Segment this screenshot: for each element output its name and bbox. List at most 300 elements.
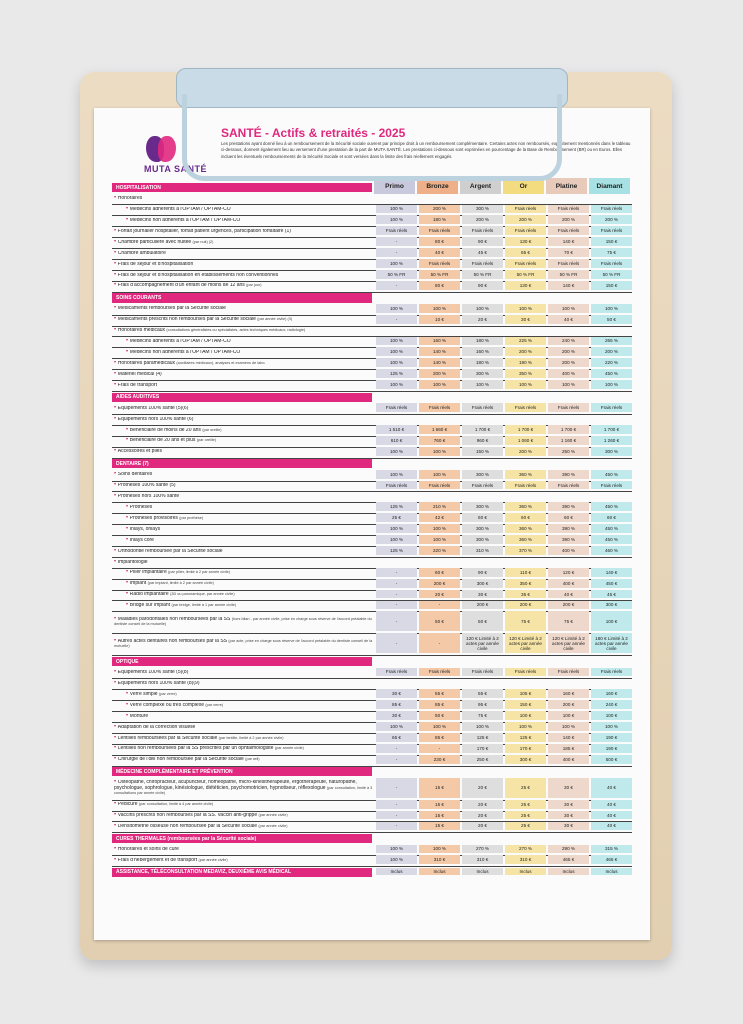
row-label: Verre simple (129, 691, 159, 697)
cell-bronze: 60 € (419, 568, 460, 577)
row-label: Frais de séjour et d'hospitalisation (117, 261, 194, 267)
cell-primo: 100 % (376, 304, 417, 313)
cell-primo: 100 % (376, 259, 417, 268)
cell-platine: Frais réels (548, 226, 589, 235)
cell-bronze: 50 € (419, 611, 460, 631)
cell-argent: 200 % (462, 215, 503, 224)
row-note: (par année civile) (258, 824, 288, 829)
cell-or: 190 % (505, 358, 546, 367)
table-row: • Bénéficiaire de 20 ans et plus (par oreille) 610 € 760 € 960 € 1 060 € 1 160 € 1 260 € (112, 436, 632, 448)
section-header: ASSISTANCE, TÉLÉCONSULTATION MEDAVIZ, DEUXIÈME AVIS MÉDICAL (112, 868, 372, 877)
cell-diamant: 150 € (591, 237, 632, 246)
table-row: • Frais d'accompagnement d'un enfant de moins de 12 ans (par jour) - 80 € 90 € 130 € 140 € 150 € (112, 281, 632, 293)
cell-primo (376, 194, 417, 203)
row-label: Médecins adhérents à l'OPTAM / OPTAM-CO (129, 339, 231, 345)
cell-bronze (419, 492, 460, 501)
cell-or: 225 % (505, 337, 546, 346)
cell-or: 100 % (505, 722, 546, 731)
cell-bronze (419, 557, 460, 566)
cell-argent: 90 € (462, 568, 503, 577)
cell-or: 100 % (505, 380, 546, 389)
cell-platine: 200 % (548, 215, 589, 224)
cell-platine: 185 € (548, 744, 589, 753)
cell-platine: 30 € (548, 778, 589, 798)
section-header: SOINS COURANTS (112, 293, 372, 302)
cell-argent: 180 % (462, 337, 503, 346)
cell-argent: 20 € (462, 778, 503, 798)
row-note: (par bridge, limité à 1 par année civile) (171, 603, 237, 608)
row-label: Bénéficiaire de 20 ans et plus (129, 438, 197, 444)
table-row: • Maladies parodontales non remboursées par la SS (hors bilan - par année civile, prise en charge sous réserve de l'accord préalable du dentiste conseil de la mutuelle) - 50 € 50 € 75 € 75 € 100 € (112, 611, 632, 634)
cell-argent: 55 € (462, 689, 503, 698)
cell-diamant: 200 % (591, 215, 632, 224)
row-note: (hors bilan - par année civile, prise en charge sous réserve de l'accord préalable du dentiste conseil de la mutuelle) (114, 616, 372, 627)
cell-or (505, 678, 546, 687)
cell-or: 350 € (505, 579, 546, 588)
cell-diamant: 100 % (591, 380, 632, 389)
cell-platine: 390 % (548, 502, 589, 511)
cell-primo: - (376, 579, 417, 588)
cell-or: 200 € (505, 601, 546, 610)
cell-primo: - (376, 568, 417, 577)
row-note: (par jour) (246, 283, 262, 288)
cell-bronze (419, 414, 460, 423)
cell-primo: 100 % (376, 535, 417, 544)
row-note: (par verre) (158, 691, 177, 696)
row-note: (par consultation, limité à 4 par année civile) (138, 802, 214, 807)
cell-diamant: Frais réels (591, 205, 632, 214)
cell-diamant: 240 € (591, 700, 632, 709)
logo-text: MUTA SANTÉ (144, 164, 207, 174)
cell-or: 110 € (505, 568, 546, 577)
cell-argent: 75 € (462, 711, 503, 720)
cell-platine: 250 % (548, 447, 589, 456)
cell-or: 120 € Limité à 2 actes par année civile (505, 633, 546, 653)
cell-diamant: 190 € (591, 744, 632, 753)
table-row: • Pilier implantaire (par pilier, limité à 2 par année civile) - 60 € 90 € 110 € 120 € 140 € (112, 568, 632, 580)
table-row: • Médecins adhérents à l'OPTAM / OPTAM-CO 100 % 200 % 300 % Frais réels Frais réels Frais réels (112, 205, 632, 217)
cell-primo: Inclus (376, 868, 417, 875)
cell-argent: 20 € (462, 800, 503, 809)
row-note: (3D ou panoramique, par année civile) (170, 592, 235, 597)
table-row: • Equipements hors 100% santé (6) (112, 414, 632, 426)
cell-argent: 300 % (462, 502, 503, 511)
cell-or: 270 % (505, 845, 546, 854)
cell-or (505, 414, 546, 423)
row-label: Chambre particulière avec nuitée (117, 239, 193, 245)
cell-platine: 200 € (548, 700, 589, 709)
section-header: OPTIQUE (112, 657, 372, 666)
cell-argent: 160 % (462, 347, 503, 356)
table-row: • Honoraires paramédicaux (auxiliaires médicaux), analyses et examens de labo. 100 % 140 % 180 % 190 % 200 % 220 % (112, 358, 632, 370)
row-label: Frais de séjour et d'hospitalisation en établissements non conventionnés (117, 272, 279, 278)
cell-argent: 100 % (462, 722, 503, 731)
cell-platine: 390 % (548, 524, 589, 533)
table-row: • Soins dentaires 100 % 100 % 300 % 360 % 390 % 450 % (112, 470, 632, 482)
table-row: • Prothèses 125 % 210 % 300 % 360 % 390 % 450 % (112, 502, 632, 514)
cell-diamant: 150 € (591, 281, 632, 290)
table-row: • Lentilles non remboursées par la SS prescrites par un ophtalmologiste (par année civile) - - 170 € 170 € 185 € 190 € (112, 744, 632, 756)
cell-primo (376, 557, 417, 566)
logo-mark-icon (146, 136, 182, 164)
row-label: Forfait journalier hospitalier, forfait patient urgences, participation forfaitaire (1) (117, 228, 291, 234)
cell-or (505, 492, 546, 501)
cell-primo: 100 % (376, 447, 417, 456)
cell-primo: 125 % (376, 369, 417, 378)
cell-primo: 125 % (376, 502, 417, 511)
cell-diamant: 465 € (591, 855, 632, 864)
table-row: • Vaccins prescrits non remboursés par la SS. Vaccin anti-grippe (par année civile) - 15 € 20 € 25 € 30 € 40 € (112, 811, 632, 823)
cell-diamant: Frais réels (591, 481, 632, 490)
row-note: (par nuit) (2) (192, 239, 214, 244)
row-label: Lentilles non remboursées par la SS prescrites par un ophtalmologiste (117, 746, 275, 752)
row-label: Inlays core (129, 537, 154, 543)
cell-bronze: 220 % (419, 546, 460, 555)
cell-platine: 390 % (548, 535, 589, 544)
row-note: (par acte, prise en charge sous réserve de l'accord préalable du dentiste conseil de la mutuelle) (114, 638, 373, 649)
cell-diamant: 160 € (591, 689, 632, 698)
cell-bronze: 85 € (419, 700, 460, 709)
row-label: Prothèses 100% santé (5) (117, 483, 176, 489)
column-header-primo: Primo (374, 178, 415, 194)
cell-platine: 400 % (548, 546, 589, 555)
cell-bronze: 200 % (419, 369, 460, 378)
cell-argent: 45 € (462, 248, 503, 257)
row-note: (par œil) (245, 757, 260, 762)
table-row: • Autres actes dentaires non remboursés par la SS (par acte, prise en charge sous réserve de l'accord préalable du dentiste conseil de la mutuelle) - - 120 € Limité à 2 actes par année civile 120 € Limité à 2 actes par année civile 120 € Limité à 2 actes par année civile 180 € Limité à 2 actes par année civile (112, 633, 632, 656)
column-header-diamant: Diamant (589, 178, 630, 194)
cell-primo: - (376, 590, 417, 599)
cell-or: 100 € (505, 711, 546, 720)
section-header: DENTAIRE (7) (112, 459, 372, 468)
cell-platine: 1 160 € (548, 436, 589, 445)
cell-platine: 200 € (548, 601, 589, 610)
cell-bronze: - (419, 601, 460, 610)
cell-or: 200 % (505, 447, 546, 456)
cell-platine: 465 € (548, 855, 589, 864)
cell-bronze: 100 % (419, 380, 460, 389)
cell-primo: - (376, 755, 417, 764)
cell-platine: 400 € (548, 579, 589, 588)
row-label: Prothèses provisoires (129, 515, 180, 521)
row-label: Verre complexe ou très complexe (129, 702, 206, 708)
row-label: Radio implantaire (129, 592, 171, 598)
row-label: Pilier implantaire (129, 570, 169, 576)
cell-diamant: Inclus (591, 868, 632, 875)
cell-platine: 60 € (548, 513, 589, 522)
cell-diamant (591, 557, 632, 566)
row-note: (par consultation, limité à 3 consultations par année civile) (114, 785, 373, 796)
table-row: • Equipements hors 100% santé (8)(9) (112, 678, 632, 690)
row-label: Médecins adhérents à l'OPTAM / OPTAM-CO (129, 207, 231, 213)
logo (110, 136, 207, 174)
row-label: Pédicure (117, 802, 139, 808)
cell-platine: 290 % (548, 845, 589, 854)
cell-bronze: 310 € (419, 855, 460, 864)
row-label: Accessoires et piles (117, 449, 162, 455)
cell-primo (376, 414, 417, 423)
cell-bronze: 140 % (419, 347, 460, 356)
cell-platine (548, 678, 589, 687)
cell-platine (548, 492, 589, 501)
section-header: HOSPITALISATION (112, 183, 372, 192)
cell-or: 370 % (505, 546, 546, 555)
table-row: • Prothèses hors 100% santé (112, 492, 632, 504)
section-header: CURES THERMALES (remboursées par la Sécurité sociale) (112, 834, 372, 843)
cell-diamant (591, 678, 632, 687)
cell-or: 360 % (505, 524, 546, 533)
row-label: Adaptation de la correction visuelle (117, 724, 196, 730)
cell-primo: - (376, 315, 417, 324)
cell-argent: 1 700 € (462, 425, 503, 434)
cell-or: Inclus (505, 868, 546, 875)
cell-primo (376, 678, 417, 687)
cell-bronze: 100 % (419, 845, 460, 854)
cell-bronze (419, 326, 460, 335)
table-row: • Ostéopathe, chiropracteur, acupuncteur, homéopathe, micro-kinésithérapeute, ergothérapeute, naturopathe, psychologue, sophrologue, kinésiologue, diététicien, psychomotricien, hypnotiseur, réflexologue (par consultation, limité à 3 consultations par année civile) - 15 € 20 € 25 € 30 € 40 € (112, 778, 632, 801)
cell-platine: 100 % (548, 380, 589, 389)
table-row: • Honoraires médicaux (consultations généralistes ou spécialistes, actes techniques médicaux, radiologie) (112, 326, 632, 338)
cell-platine: Frais réels (548, 403, 589, 412)
cell-argent: 300 % (462, 535, 503, 544)
cell-platine: 140 € (548, 733, 589, 742)
row-label: Médecins non adhérents à l'OPTAM / OPTAM-CO (129, 350, 241, 356)
price-sheet (94, 108, 650, 940)
cell-bronze: - (419, 633, 460, 653)
table-row: • Honoraires (112, 194, 632, 206)
cell-bronze: 15 € (419, 811, 460, 820)
table-row: • Médecins non adhérents à l'OPTAM / OPTAM-CO 100 % 180 % 200 % 200 % 200 % 200 % (112, 215, 632, 227)
cell-argent: 20 € (462, 315, 503, 324)
table-row: • Médecins non adhérents à l'OPTAM / OPTAM-CO 100 % 140 % 160 % 200 % 200 % 200 % (112, 347, 632, 359)
cell-platine: 1 700 € (548, 425, 589, 434)
row-label: Equipements hors 100% santé (8)(9) (117, 681, 200, 687)
table-row: • Lentilles remboursées par la Sécurité sociale (par lentille, limité à 2 par année civile) 65 € 85 € 125 € 125 € 140 € 190 € (112, 733, 632, 745)
cell-diamant: 50 € (591, 315, 632, 324)
cell-platine (548, 194, 589, 203)
cell-bronze: 100 % (419, 470, 460, 479)
cell-diamant: 190 € (591, 733, 632, 742)
cell-diamant: 450 % (591, 535, 632, 544)
cell-or: Frais réels (505, 205, 546, 214)
table-row: • Médecins adhérents à l'OPTAM / OPTAM-CO 100 % 160 % 180 % 225 % 240 % 265 % (112, 337, 632, 349)
cell-bronze: 10 € (419, 315, 460, 324)
cell-or: 60 € (505, 513, 546, 522)
cell-diamant: Frais réels (591, 668, 632, 677)
table-row: • Frais de séjour et d'hospitalisation 100 % Frais réels Frais réels Frais réels Frais réels Frais réels (112, 259, 632, 271)
cell-argent: 20 € (462, 811, 503, 820)
cell-argent (462, 678, 503, 687)
row-label: Médecins non adhérents à l'OPTAM / OPTAM-CO (129, 218, 241, 224)
cell-or: 125 € (505, 733, 546, 742)
cell-bronze: Inclus (419, 868, 460, 875)
cell-bronze: 180 % (419, 215, 460, 224)
cell-bronze: 55 € (419, 689, 460, 698)
cell-bronze: 40 € (419, 248, 460, 257)
cell-diamant: 460 % (591, 546, 632, 555)
cell-argent: 125 € (462, 733, 503, 742)
cell-or: 200 % (505, 347, 546, 356)
cell-platine: Frais réels (548, 259, 589, 268)
cell-or: 360 % (505, 535, 546, 544)
cell-argent: 95 € (462, 700, 503, 709)
cell-argent (462, 414, 503, 423)
cell-or: Frais réels (505, 481, 546, 490)
cell-bronze: 1 660 € (419, 425, 460, 434)
cell-platine: 200 % (548, 358, 589, 367)
cell-argent: Frais réels (462, 668, 503, 677)
cell-primo: - (376, 237, 417, 246)
cell-argent: 300 % (462, 205, 503, 214)
cell-argent: 30 € (462, 590, 503, 599)
table-row: • Frais de transport 100 % 100 % 100 % 100 % 100 % 100 % (112, 380, 632, 392)
table-row: • Prothèses provisoires (par prothèse) 25 € 42 € 60 € 60 € 60 € 60 € (112, 513, 632, 525)
cell-primo (376, 492, 417, 501)
cell-diamant: 220 % (591, 358, 632, 367)
cell-or: 25 € (505, 778, 546, 798)
cell-platine: Frais réels (548, 481, 589, 490)
table-row: • Frais d'hébergement et de transport (par année civile) 100 % 310 € 310 € 310 € 465 € 465 € (112, 855, 632, 867)
row-label: Honoraires paramédicaux (117, 360, 177, 366)
cell-primo (376, 326, 417, 335)
table-row: • Accessoires et piles 100 % 100 % 150 % 200 % 250 % 300 % (112, 447, 632, 459)
cell-or: 200 % (505, 215, 546, 224)
cell-primo: Frais réels (376, 226, 417, 235)
row-note: (par année civile) (274, 746, 304, 751)
row-label: Matériel médical (4) (117, 371, 162, 377)
cell-primo: 50 % FR (376, 270, 417, 279)
cell-primo: - (376, 800, 417, 809)
cell-or: Frais réels (505, 403, 546, 412)
cell-platine: 75 € (548, 611, 589, 631)
cell-primo: - (376, 811, 417, 820)
column-header-argent: Argent (460, 178, 501, 194)
cell-or: 30 € (505, 315, 546, 324)
row-label: Vaccins prescrits non remboursés par la SS. Vaccin anti-grippe (117, 813, 259, 819)
cell-primo: Frais réels (376, 403, 417, 412)
row-label: Bénéficiaire de moins de 20 ans (129, 427, 203, 433)
table-row: • Adaptation de la correction visuelle 100 % 100 % 100 % 100 % 100 % 100 % (112, 722, 632, 734)
cell-diamant: 100 € (591, 711, 632, 720)
cell-bronze: 100 % (419, 524, 460, 533)
cell-bronze: - (419, 744, 460, 753)
cell-platine: 100 € (548, 711, 589, 720)
cell-bronze: 42 € (419, 513, 460, 522)
table-row: • Forfait journalier hospitalier, forfait patient urgences, participation forfaitaire (1) Frais réels Frais réels Frais réels Frais réels Frais réels Frais réels (112, 226, 632, 238)
cell-platine: 400 % (548, 369, 589, 378)
cell-or (505, 557, 546, 566)
cell-argent (462, 492, 503, 501)
cell-bronze: 100 % (419, 304, 460, 313)
cell-diamant: 1 260 € (591, 436, 632, 445)
cell-diamant: 450 € (591, 579, 632, 588)
row-label: Ostéopathe, chiropracteur, acupuncteur, homéopathe, micro-kinésithérapeute, ergothérapeute, naturopathe, psychologue, sophrologue, kinésiologue, diététicien, psychomotricien, hypnotiseur, réflexologue (114, 780, 357, 791)
cell-primo: 100 % (376, 722, 417, 731)
row-label: Implant (129, 581, 148, 587)
cell-argent: 20 € (462, 822, 503, 831)
row-label: Equipements 100% santé (5)(6) (117, 405, 189, 411)
cell-primo: - (376, 601, 417, 610)
table-row: • Equipements 100% santé (5)(6) Frais réels Frais réels Frais réels Frais réels Frais réels Frais réels (112, 403, 632, 415)
row-label: Médicaments prescrits non remboursés par la Sécurité sociale (117, 317, 258, 323)
table-row: • Inlays core 100 % 100 % 300 % 360 % 390 % 450 % (112, 535, 632, 547)
row-label: Frais de transport (117, 382, 157, 388)
cell-bronze: 210 % (419, 502, 460, 511)
row-label: Orthodontie remboursée par la Sécurité sociale (117, 548, 223, 554)
table-row: • Verre complexe ou très complexe (par verre) 85 € 85 € 95 € 150 € 200 € 240 € (112, 700, 632, 712)
row-label: Maladies parodontales non remboursées par la SS (117, 616, 232, 622)
cell-primo: 100 % (376, 524, 417, 533)
cell-diamant: 140 € (591, 568, 632, 577)
cell-bronze: Frais réels (419, 481, 460, 490)
cell-argent: 150 % (462, 447, 503, 456)
cell-bronze: Frais réels (419, 403, 460, 412)
cell-diamant: 265 % (591, 337, 632, 346)
cell-bronze: 50 € (419, 711, 460, 720)
row-label: Equipements 100% santé (5)(8) (117, 670, 189, 676)
cell-argent: Frais réels (462, 403, 503, 412)
row-label: Médicaments remboursés par la Sécurité sociale (117, 306, 226, 312)
cell-bronze: 160 % (419, 337, 460, 346)
cell-platine: 390 % (548, 470, 589, 479)
cell-primo: Frais réels (376, 668, 417, 677)
cell-bronze: 80 € (419, 281, 460, 290)
cell-or (505, 326, 546, 335)
cell-argent (462, 557, 503, 566)
cell-primo: 100 % (376, 358, 417, 367)
table-row: • Chambre particulière avec nuitée (par nuit) (2) - 80 € 90 € 130 € 140 € 150 € (112, 237, 632, 249)
cell-argent: 270 % (462, 845, 503, 854)
cell-or: 300 € (505, 755, 546, 764)
cell-platine: 30 € (548, 822, 589, 831)
cell-argent (462, 194, 503, 203)
cell-platine: 100 % (548, 304, 589, 313)
cell-or: 25 € (505, 822, 546, 831)
cell-argent: 250 € (462, 755, 503, 764)
cell-argent: 90 € (462, 237, 503, 246)
cell-or: 1 700 € (505, 425, 546, 434)
cell-or: 100 % (505, 304, 546, 313)
cell-argent: 180 % (462, 358, 503, 367)
cell-or: 75 € (505, 611, 546, 631)
cell-or: 105 € (505, 689, 546, 698)
table-row: • Chirurgie de l'œil non remboursée par la Sécurité sociale (par œil) - 230 € 250 € 300 € 400 € 500 € (112, 755, 632, 767)
cell-bronze: 100 % (419, 535, 460, 544)
cell-diamant (591, 194, 632, 203)
intro-text: Les prestations ayant donné lieu à un remboursement de la Sécurité sociale ouvrent par principe droit à un remboursement complémentaire. Certains actes non remboursés, explicitement mentionnés dans le tableau ci-dessous, donnent également lieu au versement d'une prestation de la part de MUTA SANTÉ. Les prestations ci-dessous sont exprimées en pourcentage de la Base de Remboursement (BR) ou en Euros. Elles incluent les éventuels remboursements de la Sécurité Sociale et sont versées dans la limite des frais réellement engagés. (221, 141, 631, 159)
cell-bronze: 85 € (419, 733, 460, 742)
cell-primo: 30 € (376, 711, 417, 720)
cell-argent: 170 € (462, 744, 503, 753)
cell-primo: 100 % (376, 470, 417, 479)
cell-diamant: 450 % (591, 470, 632, 479)
row-note: (par implant, limité à 2 par année civile) (147, 581, 214, 586)
cell-or: 25 € (505, 811, 546, 820)
row-label: Chirurgie de l'œil non remboursée par la Sécurité sociale (117, 757, 246, 763)
cell-diamant (591, 326, 632, 335)
row-label: Densitométrie osseuse non remboursée par la Sécurité sociale (117, 824, 259, 830)
cell-bronze: 15 € (419, 822, 460, 831)
cell-primo: 85 € (376, 700, 417, 709)
cell-platine: 140 € (548, 281, 589, 290)
row-label: Prothèses (129, 505, 153, 511)
cell-diamant: 60 € (591, 513, 632, 522)
table-row: • Radio implantaire (3D ou panoramique, par année civile) - 20 € 30 € 35 € 40 € 45 € (112, 590, 632, 602)
table-row: • Chambre ambulatoire - 40 € 45 € 65 € 70 € 75 € (112, 248, 632, 260)
column-header-platine: Platine (546, 178, 587, 194)
cell-or: Frais réels (505, 259, 546, 268)
cell-diamant: 75 € (591, 248, 632, 257)
